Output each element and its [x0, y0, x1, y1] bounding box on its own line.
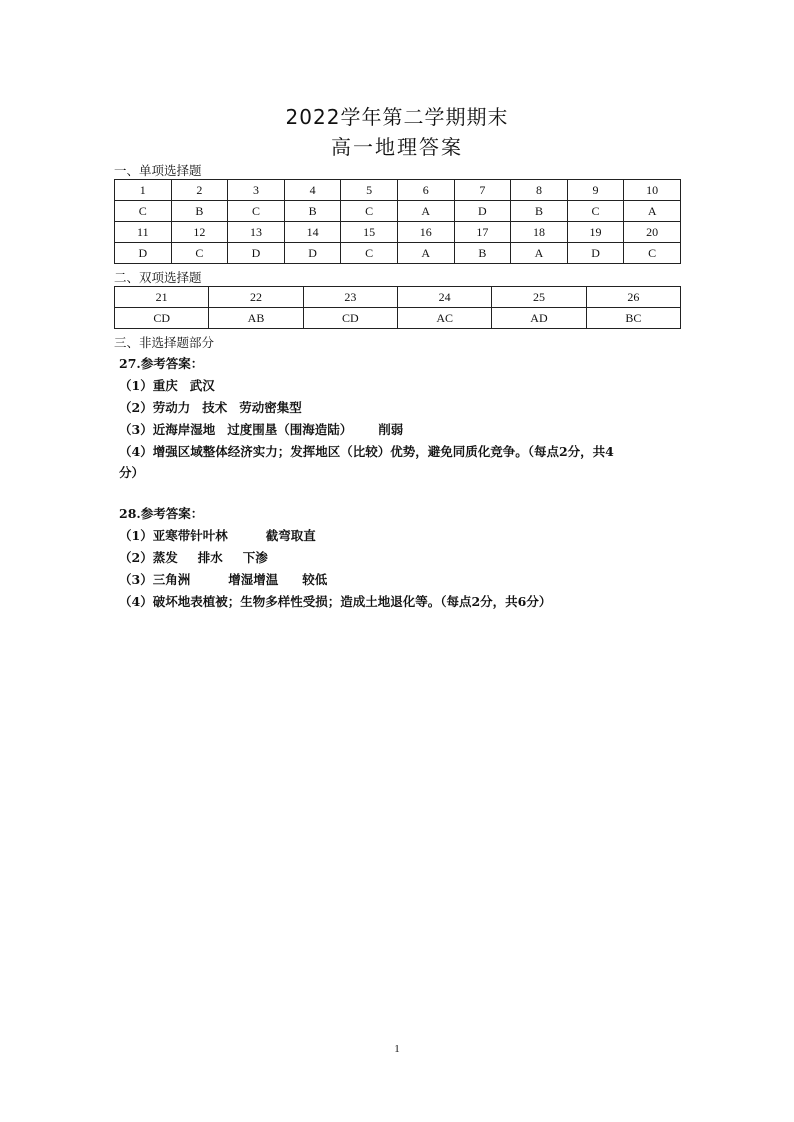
single-choice-cell: A	[624, 201, 681, 222]
single-choice-cell: 4	[284, 180, 341, 201]
single-choice-cell: 10	[624, 180, 681, 201]
double-choice-cell: BC	[586, 308, 680, 329]
q27-label: 27.参考答案：	[119, 356, 204, 371]
q27-answer-4-cont: 分）	[119, 465, 145, 480]
single-choice-row	[115, 222, 681, 243]
q27-answer-2: （2）劳动力 技术 劳动密集型	[119, 400, 302, 415]
single-choice-cell: 14	[284, 222, 341, 243]
double-choice-table	[114, 286, 681, 329]
single-choice-cell: C	[171, 243, 228, 264]
q28-label: 28.参考答案：	[119, 506, 204, 521]
double-choice-cell: AD	[492, 308, 586, 329]
single-choice-cell: 19	[567, 222, 624, 243]
double-choice-cell: 23	[303, 287, 397, 308]
double-choice-row	[115, 287, 681, 308]
q27-answer-4: （4）增强区域整体经济实力；发挥地区（比较）优势，避免同质化竞争。（每点2分，共4	[119, 444, 614, 459]
single-choice-cell: D	[228, 243, 285, 264]
single-choice-cell: 1	[115, 180, 172, 201]
single-choice-cell: C	[115, 201, 172, 222]
document-subtitle: 高一地理答案	[331, 135, 463, 159]
q28-answer-1: （1）亚寒带针叶林 截弯取直	[119, 528, 316, 543]
single-choice-row	[115, 180, 681, 201]
single-choice-cell: 9	[567, 180, 624, 201]
document-title: 2022学年第二学期期末	[285, 105, 509, 129]
single-choice-cell: C	[341, 201, 398, 222]
single-choice-cell: D	[567, 243, 624, 264]
single-choice-row	[115, 243, 681, 264]
single-choice-cell: 8	[511, 180, 568, 201]
single-choice-cell: 12	[171, 222, 228, 243]
section1-heading: 一、单项选择题	[114, 163, 202, 178]
single-choice-cell: 17	[454, 222, 511, 243]
q28-answer-3: （3）三角洲 增湿增温 较低	[119, 572, 328, 587]
single-choice-cell: D	[284, 243, 341, 264]
single-choice-cell: 6	[397, 180, 454, 201]
q27-answer-3: （3）近海岸湿地 过度围垦（围海造陆） 削弱	[119, 422, 404, 437]
section2-heading: 二、双项选择题	[114, 270, 202, 285]
single-choice-cell: A	[397, 201, 454, 222]
single-choice-cell: A	[397, 243, 454, 264]
double-choice-cell: 21	[115, 287, 209, 308]
single-choice-row	[115, 201, 681, 222]
double-choice-row	[115, 308, 681, 329]
double-choice-cell: CD	[303, 308, 397, 329]
single-choice-cell: 15	[341, 222, 398, 243]
single-choice-cell: C	[341, 243, 398, 264]
single-choice-cell: D	[115, 243, 172, 264]
single-choice-cell: B	[284, 201, 341, 222]
single-choice-cell: D	[454, 201, 511, 222]
single-choice-cell: B	[511, 201, 568, 222]
single-choice-cell: 20	[624, 222, 681, 243]
single-choice-cell: 7	[454, 180, 511, 201]
single-choice-cell: A	[511, 243, 568, 264]
q27-answer-1: （1）重庆 武汉	[119, 378, 215, 393]
page-number: 1	[394, 1043, 400, 1055]
single-choice-cell: C	[228, 201, 285, 222]
double-choice-cell: CD	[115, 308, 209, 329]
q28-answer-4: （4）破坏地表植被；生物多样性受损；造成土地退化等。（每点2分，共6分）	[119, 594, 552, 609]
section3-heading: 三、非选择题部分	[114, 335, 215, 350]
q28-answer-2: （2）蒸发 排水 下渗	[119, 550, 268, 565]
double-choice-cell: 26	[586, 287, 680, 308]
double-choice-cell: 22	[209, 287, 303, 308]
single-choice-cell: 18	[511, 222, 568, 243]
single-choice-cell: 5	[341, 180, 398, 201]
single-choice-cell: B	[454, 243, 511, 264]
single-choice-cell: 3	[228, 180, 285, 201]
double-choice-cell: 25	[492, 287, 586, 308]
double-choice-cell: AB	[209, 308, 303, 329]
single-choice-cell: 2	[171, 180, 228, 201]
single-choice-cell: 11	[115, 222, 172, 243]
single-choice-cell: 16	[397, 222, 454, 243]
single-choice-cell: 13	[228, 222, 285, 243]
double-choice-cell: 24	[397, 287, 491, 308]
single-choice-cell: C	[624, 243, 681, 264]
single-choice-cell: C	[567, 201, 624, 222]
double-choice-cell: AC	[397, 308, 491, 329]
single-choice-cell: B	[171, 201, 228, 222]
single-choice-table	[114, 179, 681, 264]
